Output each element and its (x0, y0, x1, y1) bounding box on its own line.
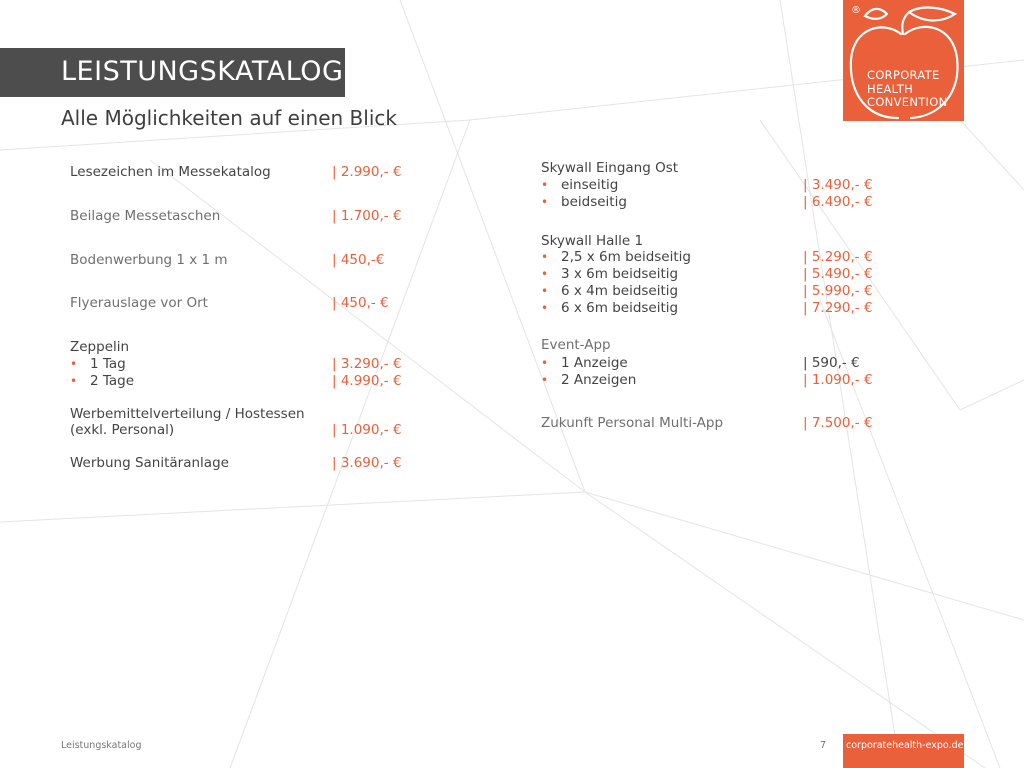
item-skywall-ost-option-price: | 6.490,- € (803, 194, 873, 210)
footer-url-link[interactable]: corporatehealth-expo.de (846, 740, 964, 751)
bullet-icon: • (541, 373, 549, 387)
item-zukunft-price: | 7.500,- € (803, 415, 873, 431)
bullet-icon: • (541, 267, 549, 281)
page-number: 7 (820, 740, 827, 751)
bullet-icon: • (541, 178, 549, 192)
bullet-icon: • (70, 357, 78, 371)
logo-line-3: CONVENTION (867, 95, 948, 109)
item-lesezeichen-label: Lesezeichen im Messekatalog (70, 164, 271, 180)
item-zeppelin-option-label: 2 Tage (90, 373, 135, 389)
item-skywall-halle-option-price: | 7.290,- € (803, 300, 873, 316)
logo-line-2: HEALTH (867, 81, 914, 96)
bullet-icon: • (541, 284, 549, 298)
item-lesezeichen-price: | 2.990,- € (332, 164, 402, 180)
item-flyerauslage-price: | 450,- € (332, 295, 389, 311)
item-bodenwerbung-price: | 450,-€ (332, 252, 385, 268)
item-event-app-label: Event-App (541, 337, 611, 353)
item-sanitaer-price: | 3.690,- € (332, 455, 402, 471)
item-skywall-ost-label: Skywall Eingang Ost (541, 160, 679, 176)
page-subtitle: Alle Möglichkeiten auf einen Blick (61, 106, 397, 130)
item-skywall-halle-label: Skywall Halle 1 (541, 233, 644, 249)
bullet-icon: • (541, 356, 549, 370)
bullet-icon: • (70, 374, 78, 388)
item-flyerauslage-label: Flyerauslage vor Ort (70, 295, 208, 311)
bullet-icon: • (541, 195, 549, 209)
item-event-app-option-price: | 1.090,- € (803, 372, 873, 388)
item-skywall-ost-option-label: einseitig (561, 177, 619, 193)
item-sanitaer-label: Werbung Sanitäranlage (70, 455, 229, 471)
item-skywall-halle-option-label: 6 x 4m beidseitig (561, 283, 679, 299)
logo-wordmark (867, 69, 948, 110)
item-event-app-option-price: | 590,- € (803, 355, 860, 371)
item-beilage-price: | 1.700,- € (332, 208, 402, 224)
item-skywall-halle-option-price: | 5.990,- € (803, 283, 873, 299)
item-zeppelin-label: Zeppelin (70, 339, 130, 355)
bullet-icon: • (541, 250, 549, 264)
item-zeppelin-option-price: | 4.990,- € (332, 373, 402, 389)
item-event-app-option-label: 2 Anzeigen (561, 372, 637, 388)
footer-section-label: Leistungskatalog (61, 740, 142, 751)
item-werbemittel-label: Werbemittelverteilung / Hostessen (70, 406, 305, 422)
item-werbemittel-label-2: (exkl. Personal) (70, 422, 175, 438)
item-beilage-label: Beilage Messetaschen (70, 208, 221, 224)
item-skywall-halle-option-price: | 5.290,- € (803, 249, 873, 265)
item-event-app-option-label: 1 Anzeige (561, 355, 628, 371)
logo-line-1: CORPORATE (867, 68, 940, 82)
item-skywall-halle-option-label: 6 x 6m beidseitig (561, 300, 679, 316)
item-skywall-halle-option-label: 2,5 x 6m beidseitig (561, 249, 691, 265)
item-skywall-ost-option-label: beidseitig (561, 194, 627, 210)
registered-mark: ® (851, 5, 861, 16)
bullet-icon: • (541, 301, 549, 315)
page-title: LEISTUNGSKATALOG (61, 56, 344, 87)
item-zeppelin-option-label: 1 Tag (90, 356, 126, 372)
item-bodenwerbung-label: Bodenwerbung 1 x 1 m (70, 252, 228, 268)
item-zeppelin-option-price: | 3.290,- € (332, 356, 402, 372)
item-zukunft-label: Zukunft Personal Multi-App (541, 415, 724, 431)
item-skywall-halle-option-price: | 5.490,- € (803, 266, 873, 282)
item-skywall-ost-option-price: | 3.490,- € (803, 177, 873, 193)
item-werbemittel-price: | 1.090,- € (332, 422, 402, 438)
item-skywall-halle-option-label: 3 x 6m beidseitig (561, 266, 679, 282)
